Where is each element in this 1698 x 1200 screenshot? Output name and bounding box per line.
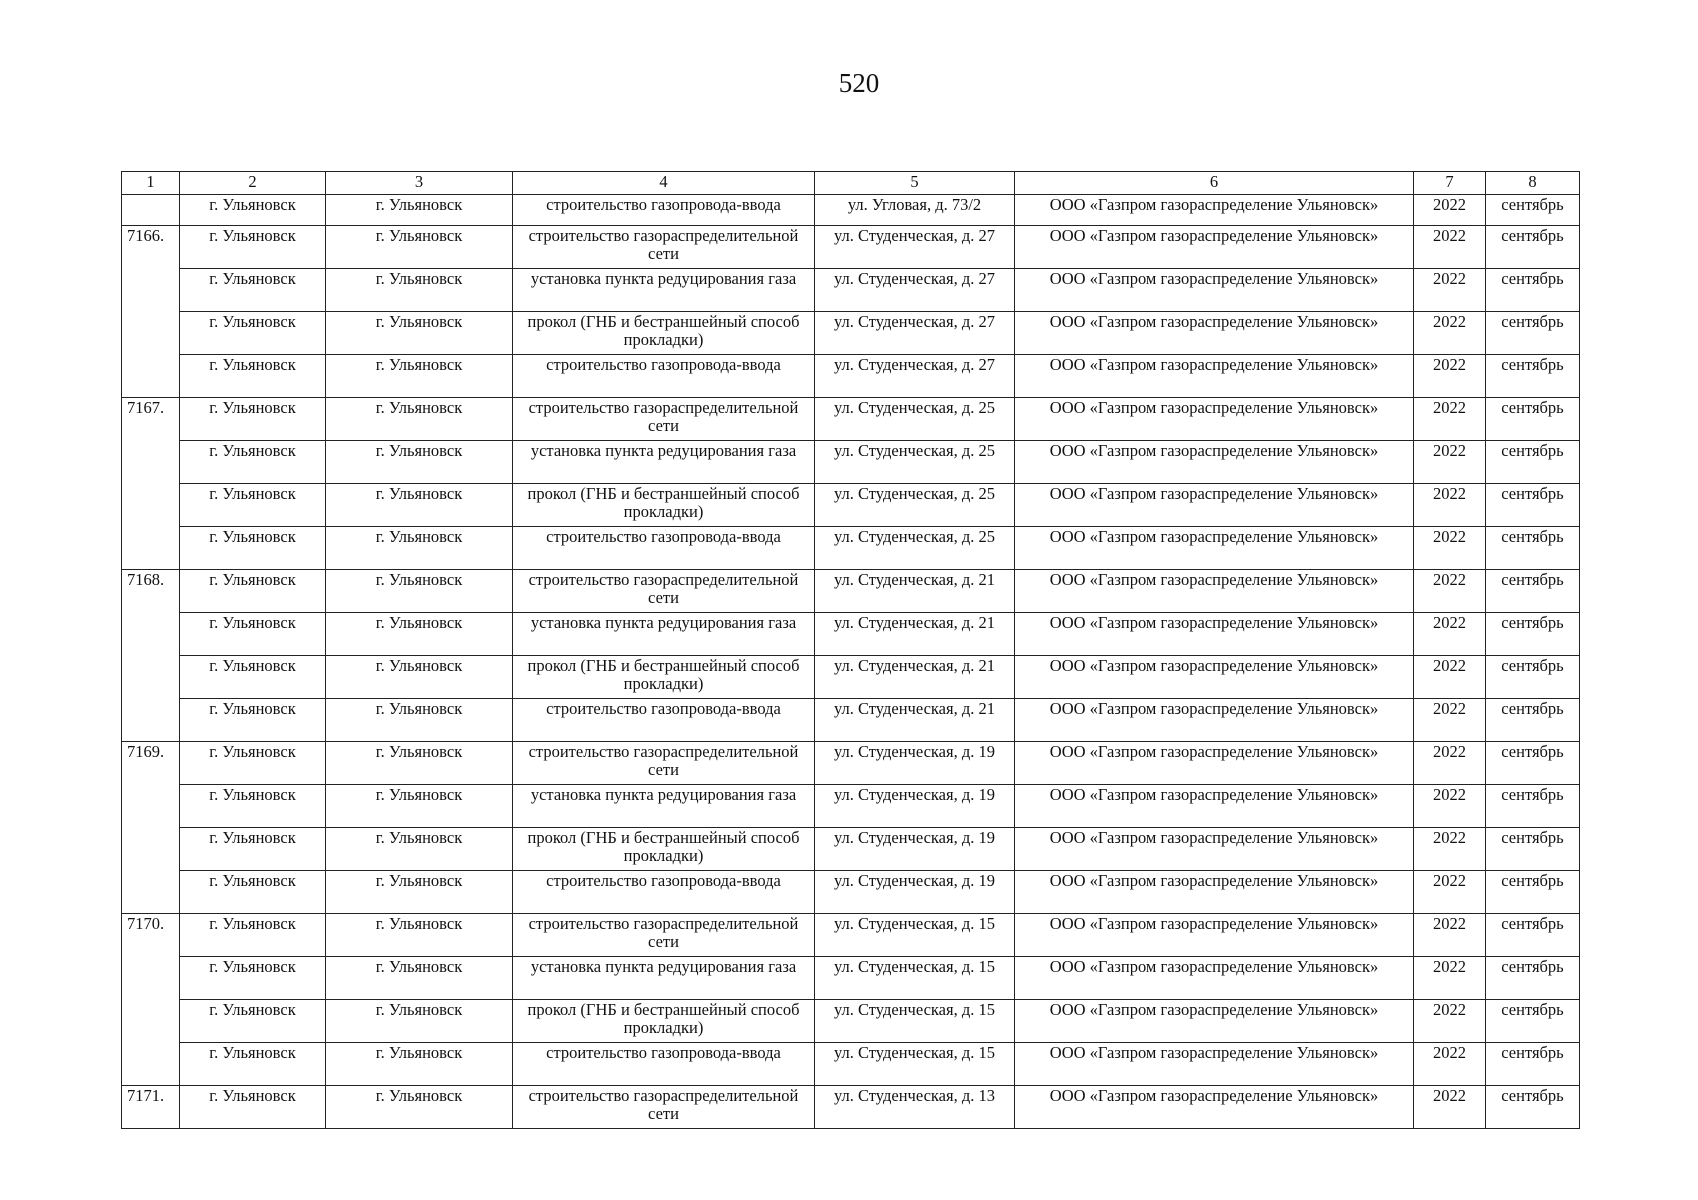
- year-cell: 2022: [1414, 1086, 1486, 1129]
- work-type-cell: прокол (ГНБ и бестраншейный способ прокладки): [513, 484, 815, 527]
- year-cell: 2022: [1414, 269, 1486, 312]
- column-header: 8: [1486, 172, 1580, 195]
- row-number: [122, 957, 180, 1000]
- row-number: [122, 527, 180, 570]
- month-cell: сентябрь: [1486, 828, 1580, 871]
- column-header: 1: [122, 172, 180, 195]
- month-cell: сентябрь: [1486, 957, 1580, 1000]
- month-cell: сентябрь: [1486, 527, 1580, 570]
- year-cell: 2022: [1414, 742, 1486, 785]
- month-cell: сентябрь: [1486, 195, 1580, 226]
- address-cell: ул. Студенческая, д. 25: [815, 484, 1015, 527]
- address-cell: ул. Студенческая, д. 27: [815, 355, 1015, 398]
- table-row: [122, 1000, 1580, 1043]
- address-cell: ул. Студенческая, д. 21: [815, 656, 1015, 699]
- region-cell: г. Ульяновск: [180, 1043, 326, 1086]
- year-cell: 2022: [1414, 570, 1486, 613]
- organization-cell: ООО «Газпром газораспределение Ульяновск»: [1015, 269, 1414, 312]
- page-number: 520: [838, 68, 880, 98]
- month-cell: сентябрь: [1486, 785, 1580, 828]
- row-number: [122, 195, 180, 226]
- month-cell: сентябрь: [1486, 355, 1580, 398]
- work-type-cell: строительство газораспределительной сети: [513, 226, 815, 269]
- table-row: [122, 484, 1580, 527]
- region-cell: г. Ульяновск: [180, 742, 326, 785]
- region-cell: г. Ульяновск: [180, 613, 326, 656]
- municipality-cell: г. Ульяновск: [326, 312, 513, 355]
- region-cell: г. Ульяновск: [180, 828, 326, 871]
- organization-cell: ООО «Газпром газораспределение Ульяновск»: [1015, 312, 1414, 355]
- month-cell: сентябрь: [1486, 312, 1580, 355]
- row-number: [122, 355, 180, 398]
- table-row: [122, 914, 1580, 957]
- address-cell: ул. Студенческая, д. 15: [815, 914, 1015, 957]
- year-cell: 2022: [1414, 355, 1486, 398]
- row-number: [122, 828, 180, 871]
- table-row: [122, 656, 1580, 699]
- municipality-cell: г. Ульяновск: [326, 441, 513, 484]
- month-cell: сентябрь: [1486, 1043, 1580, 1086]
- row-number: [122, 441, 180, 484]
- address-cell: ул. Студенческая, д. 15: [815, 1000, 1015, 1043]
- year-cell: 2022: [1414, 312, 1486, 355]
- organization-cell: ООО «Газпром газораспределение Ульяновск»: [1015, 699, 1414, 742]
- row-number: [122, 312, 180, 355]
- table-row: [122, 441, 1580, 484]
- column-header: 4: [513, 172, 815, 195]
- column-header: 7: [1414, 172, 1486, 195]
- row-number: [122, 656, 180, 699]
- organization-cell: ООО «Газпром газораспределение Ульяновск»: [1015, 742, 1414, 785]
- municipality-cell: г. Ульяновск: [326, 1000, 513, 1043]
- work-type-cell: установка пункта редуцирования газа: [513, 441, 815, 484]
- work-type-cell: строительство газораспределительной сети: [513, 742, 815, 785]
- year-cell: 2022: [1414, 871, 1486, 914]
- table-row: [122, 355, 1580, 398]
- table-row: [122, 828, 1580, 871]
- region-cell: г. Ульяновск: [180, 195, 326, 226]
- row-number: [122, 1043, 180, 1086]
- row-number: 7169.: [122, 742, 180, 785]
- region-cell: г. Ульяновск: [180, 226, 326, 269]
- organization-cell: ООО «Газпром газораспределение Ульяновск»: [1015, 656, 1414, 699]
- address-cell: ул. Студенческая, д. 15: [815, 957, 1015, 1000]
- region-cell: г. Ульяновск: [180, 699, 326, 742]
- work-type-cell: строительство газопровода-ввода: [513, 195, 815, 226]
- work-type-cell: установка пункта редуцирования газа: [513, 957, 815, 1000]
- table-row: [122, 269, 1580, 312]
- work-type-cell: прокол (ГНБ и бестраншейный способ прокладки): [513, 656, 815, 699]
- region-cell: г. Ульяновск: [180, 312, 326, 355]
- work-type-cell: строительство газопровода-ввода: [513, 699, 815, 742]
- address-cell: ул. Студенческая, д. 27: [815, 226, 1015, 269]
- year-cell: 2022: [1414, 785, 1486, 828]
- year-cell: 2022: [1414, 195, 1486, 226]
- row-number: [122, 699, 180, 742]
- registry-table: [121, 171, 1580, 1129]
- organization-cell: ООО «Газпром газораспределение Ульяновск»: [1015, 355, 1414, 398]
- work-type-cell: строительство газопровода-ввода: [513, 871, 815, 914]
- organization-cell: ООО «Газпром газораспределение Ульяновск»: [1015, 1086, 1414, 1129]
- row-number: [122, 785, 180, 828]
- table-row: [122, 785, 1580, 828]
- municipality-cell: г. Ульяновск: [326, 570, 513, 613]
- municipality-cell: г. Ульяновск: [326, 957, 513, 1000]
- organization-cell: ООО «Газпром газораспределение Ульяновск»: [1015, 957, 1414, 1000]
- work-type-cell: прокол (ГНБ и бестраншейный способ прокладки): [513, 828, 815, 871]
- work-type-cell: строительство газопровода-ввода: [513, 527, 815, 570]
- region-cell: г. Ульяновск: [180, 957, 326, 1000]
- organization-cell: ООО «Газпром газораспределение Ульяновск»: [1015, 484, 1414, 527]
- table-row: [122, 398, 1580, 441]
- year-cell: 2022: [1414, 613, 1486, 656]
- organization-cell: ООО «Газпром газораспределение Ульяновск»: [1015, 226, 1414, 269]
- month-cell: сентябрь: [1486, 914, 1580, 957]
- organization-cell: ООО «Газпром газораспределение Ульяновск»: [1015, 398, 1414, 441]
- address-cell: ул. Студенческая, д. 21: [815, 613, 1015, 656]
- year-cell: 2022: [1414, 1043, 1486, 1086]
- row-number: 7170.: [122, 914, 180, 957]
- address-cell: ул. Студенческая, д. 21: [815, 699, 1015, 742]
- organization-cell: ООО «Газпром газораспределение Ульяновск»: [1015, 828, 1414, 871]
- row-number: [122, 871, 180, 914]
- row-number: [122, 269, 180, 312]
- organization-cell: ООО «Газпром газораспределение Ульяновск»: [1015, 871, 1414, 914]
- table-row: [122, 957, 1580, 1000]
- month-cell: сентябрь: [1486, 871, 1580, 914]
- row-number: 7168.: [122, 570, 180, 613]
- column-header: 6: [1015, 172, 1414, 195]
- year-cell: 2022: [1414, 484, 1486, 527]
- municipality-cell: г. Ульяновск: [326, 226, 513, 269]
- address-cell: ул. Студенческая, д. 25: [815, 441, 1015, 484]
- row-number: [122, 613, 180, 656]
- row-number: 7171.: [122, 1086, 180, 1129]
- month-cell: сентябрь: [1486, 699, 1580, 742]
- work-type-cell: строительство газораспределительной сети: [513, 570, 815, 613]
- year-cell: 2022: [1414, 441, 1486, 484]
- month-cell: сентябрь: [1486, 441, 1580, 484]
- work-type-cell: строительство газораспределительной сети: [513, 398, 815, 441]
- month-cell: сентябрь: [1486, 1000, 1580, 1043]
- address-cell: ул. Угловая, д. 73/2: [815, 195, 1015, 226]
- month-cell: сентябрь: [1486, 656, 1580, 699]
- municipality-cell: г. Ульяновск: [326, 398, 513, 441]
- municipality-cell: г. Ульяновск: [326, 613, 513, 656]
- region-cell: г. Ульяновск: [180, 785, 326, 828]
- region-cell: г. Ульяновск: [180, 1086, 326, 1129]
- municipality-cell: г. Ульяновск: [326, 828, 513, 871]
- work-type-cell: строительство газопровода-ввода: [513, 1043, 815, 1086]
- table-body: [122, 195, 1580, 1129]
- organization-cell: ООО «Газпром газораспределение Ульяновск»: [1015, 570, 1414, 613]
- table-row: [122, 1043, 1580, 1086]
- municipality-cell: г. Ульяновск: [326, 742, 513, 785]
- month-cell: сентябрь: [1486, 398, 1580, 441]
- row-number: [122, 484, 180, 527]
- row-number: [122, 1000, 180, 1043]
- municipality-cell: г. Ульяновск: [326, 785, 513, 828]
- organization-cell: ООО «Газпром газораспределение Ульяновск»: [1015, 195, 1414, 226]
- table-row: [122, 195, 1580, 226]
- municipality-cell: г. Ульяновск: [326, 527, 513, 570]
- region-cell: г. Ульяновск: [180, 871, 326, 914]
- month-cell: сентябрь: [1486, 742, 1580, 785]
- month-cell: сентябрь: [1486, 570, 1580, 613]
- row-number: 7166.: [122, 226, 180, 269]
- address-cell: ул. Студенческая, д. 27: [815, 269, 1015, 312]
- work-type-cell: установка пункта редуцирования газа: [513, 269, 815, 312]
- table-row: [122, 570, 1580, 613]
- table-row: [122, 226, 1580, 269]
- municipality-cell: г. Ульяновск: [326, 699, 513, 742]
- year-cell: 2022: [1414, 957, 1486, 1000]
- address-cell: ул. Студенческая, д. 21: [815, 570, 1015, 613]
- region-cell: г. Ульяновск: [180, 1000, 326, 1043]
- municipality-cell: г. Ульяновск: [326, 1043, 513, 1086]
- region-cell: г. Ульяновск: [180, 570, 326, 613]
- organization-cell: ООО «Газпром газораспределение Ульяновск»: [1015, 1000, 1414, 1043]
- year-cell: 2022: [1414, 527, 1486, 570]
- table-row: [122, 312, 1580, 355]
- year-cell: 2022: [1414, 914, 1486, 957]
- column-header: 5: [815, 172, 1015, 195]
- municipality-cell: г. Ульяновск: [326, 656, 513, 699]
- region-cell: г. Ульяновск: [180, 914, 326, 957]
- table-row: [122, 699, 1580, 742]
- row-number: 7167.: [122, 398, 180, 441]
- municipality-cell: г. Ульяновск: [326, 914, 513, 957]
- year-cell: 2022: [1414, 398, 1486, 441]
- organization-cell: ООО «Газпром газораспределение Ульяновск»: [1015, 785, 1414, 828]
- address-cell: ул. Студенческая, д. 19: [815, 871, 1015, 914]
- region-cell: г. Ульяновск: [180, 269, 326, 312]
- work-type-cell: строительство газораспределительной сети: [513, 1086, 815, 1129]
- year-cell: 2022: [1414, 226, 1486, 269]
- address-cell: ул. Студенческая, д. 19: [815, 785, 1015, 828]
- work-type-cell: установка пункта редуцирования газа: [513, 613, 815, 656]
- address-cell: ул. Студенческая, д. 15: [815, 1043, 1015, 1086]
- work-type-cell: строительство газораспределительной сети: [513, 914, 815, 957]
- organization-cell: ООО «Газпром газораспределение Ульяновск»: [1015, 914, 1414, 957]
- organization-cell: ООО «Газпром газораспределение Ульяновск»: [1015, 613, 1414, 656]
- municipality-cell: г. Ульяновск: [326, 195, 513, 226]
- year-cell: 2022: [1414, 1000, 1486, 1043]
- region-cell: г. Ульяновск: [180, 527, 326, 570]
- region-cell: г. Ульяновск: [180, 484, 326, 527]
- address-cell: ул. Студенческая, д. 27: [815, 312, 1015, 355]
- header-row: [122, 172, 1580, 195]
- work-type-cell: прокол (ГНБ и бестраншейный способ прокладки): [513, 1000, 815, 1043]
- month-cell: сентябрь: [1486, 269, 1580, 312]
- organization-cell: ООО «Газпром газораспределение Ульяновск»: [1015, 527, 1414, 570]
- organization-cell: ООО «Газпром газораспределение Ульяновск»: [1015, 1043, 1414, 1086]
- work-type-cell: строительство газопровода-ввода: [513, 355, 815, 398]
- municipality-cell: г. Ульяновск: [326, 355, 513, 398]
- address-cell: ул. Студенческая, д. 19: [815, 828, 1015, 871]
- column-header: 3: [326, 172, 513, 195]
- region-cell: г. Ульяновск: [180, 656, 326, 699]
- month-cell: сентябрь: [1486, 226, 1580, 269]
- municipality-cell: г. Ульяновск: [326, 484, 513, 527]
- table-row: [122, 1086, 1580, 1129]
- work-type-cell: прокол (ГНБ и бестраншейный способ прокладки): [513, 312, 815, 355]
- month-cell: сентябрь: [1486, 1086, 1580, 1129]
- table-row: [122, 527, 1580, 570]
- month-cell: сентябрь: [1486, 613, 1580, 656]
- address-cell: ул. Студенческая, д. 13: [815, 1086, 1015, 1129]
- region-cell: г. Ульяновск: [180, 441, 326, 484]
- table-row: [122, 871, 1580, 914]
- table-row: [122, 613, 1580, 656]
- work-type-cell: установка пункта редуцирования газа: [513, 785, 815, 828]
- address-cell: ул. Студенческая, д. 19: [815, 742, 1015, 785]
- municipality-cell: г. Ульяновск: [326, 269, 513, 312]
- organization-cell: ООО «Газпром газораспределение Ульяновск»: [1015, 441, 1414, 484]
- table-row: [122, 742, 1580, 785]
- year-cell: 2022: [1414, 699, 1486, 742]
- municipality-cell: г. Ульяновск: [326, 1086, 513, 1129]
- municipality-cell: г. Ульяновск: [326, 871, 513, 914]
- address-cell: ул. Студенческая, д. 25: [815, 527, 1015, 570]
- column-header: 2: [180, 172, 326, 195]
- year-cell: 2022: [1414, 656, 1486, 699]
- month-cell: сентябрь: [1486, 484, 1580, 527]
- address-cell: ул. Студенческая, д. 25: [815, 398, 1015, 441]
- year-cell: 2022: [1414, 828, 1486, 871]
- region-cell: г. Ульяновск: [180, 355, 326, 398]
- region-cell: г. Ульяновск: [180, 398, 326, 441]
